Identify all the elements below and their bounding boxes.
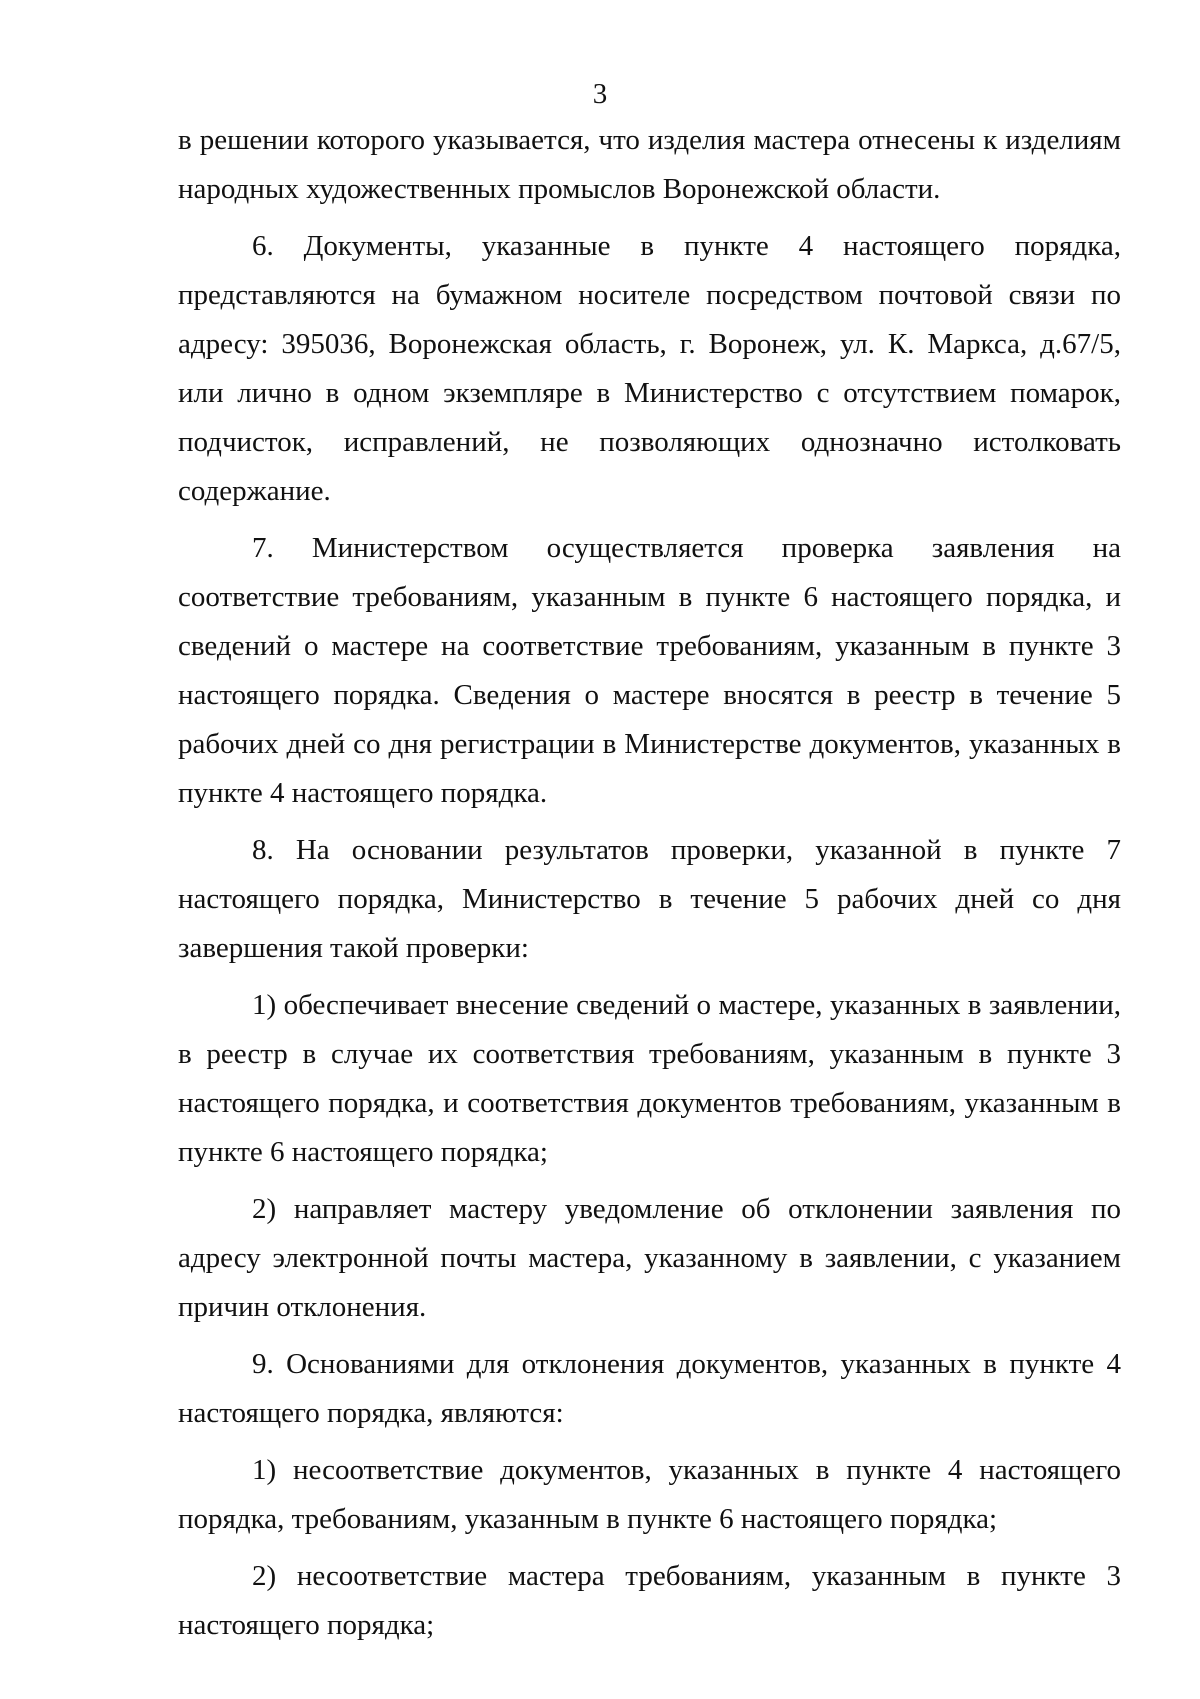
paragraph-item-8-sub-1: 1) обеспечивает внесение сведений о мастере, указанных в заявлении, в реестр в случае их соответствия требованиям, указанным в пункте 3 настоящего порядка, и соответствия документов требованиям, указанным в пункте 6 настоящего порядка; bbox=[178, 989, 1121, 1168]
paragraph-item-7: 7. Министерством осуществляется проверка заявления на соответствие требованиям, указанным в пункте 6 настоящего порядка, и сведений о мастере на соответствие требованиям, указанным в пункте 3 настоящего порядка. Сведения о мастере вносятся в реестр в течение 5 рабочих дней со дня регистрации в Министерстве документов, указанных в пункте 4 настоящего порядка. bbox=[178, 532, 1121, 809]
paragraph-item-9-sub-1: 1) несоответствие документов, указанных в пункте 4 настоящего порядка, требованиям, указанным в пункте 6 настоящего порядка; bbox=[178, 1454, 1121, 1535]
page-number: 3 bbox=[592, 78, 608, 110]
paragraph-item-8-sub-2: 2) направляет мастеру уведомление об отклонении заявления по адресу электронной почты мастера, указанному в заявлении, с указанием причин отклонения. bbox=[178, 1193, 1121, 1323]
document-body bbox=[178, 116, 1121, 1650]
paragraph-continuation: в решении которого указывается, что изделия мастера отнесены к изделиям народных художественных промыслов Воронежской области. bbox=[178, 124, 1121, 205]
paragraph-item-9: 9. Основаниями для отклонения документов, указанных в пункте 4 настоящего порядка, являются: bbox=[178, 1348, 1121, 1429]
paragraph-item-9-sub-2: 2) несоответствие мастера требованиям, указанным в пункте 3 настоящего порядка; bbox=[178, 1560, 1121, 1641]
paragraph-item-8: 8. На основании результатов проверки, указанной в пункте 7 настоящего порядка, Министерство в течение 5 рабочих дней со дня завершения такой проверки: bbox=[178, 834, 1121, 964]
paragraph-item-6: 6. Документы, указанные в пункте 4 настоящего порядка, представляются на бумажном носителе посредством почтовой связи по адресу: 395036, Воронежская область, г. Воронеж, ул. К. Маркса, д.67/5, или лично в одном экземпляре в Министерство с отсутствием помарок, подчисток, исправлений, не позволяющих однозначно истолковать содержание. bbox=[178, 230, 1121, 507]
